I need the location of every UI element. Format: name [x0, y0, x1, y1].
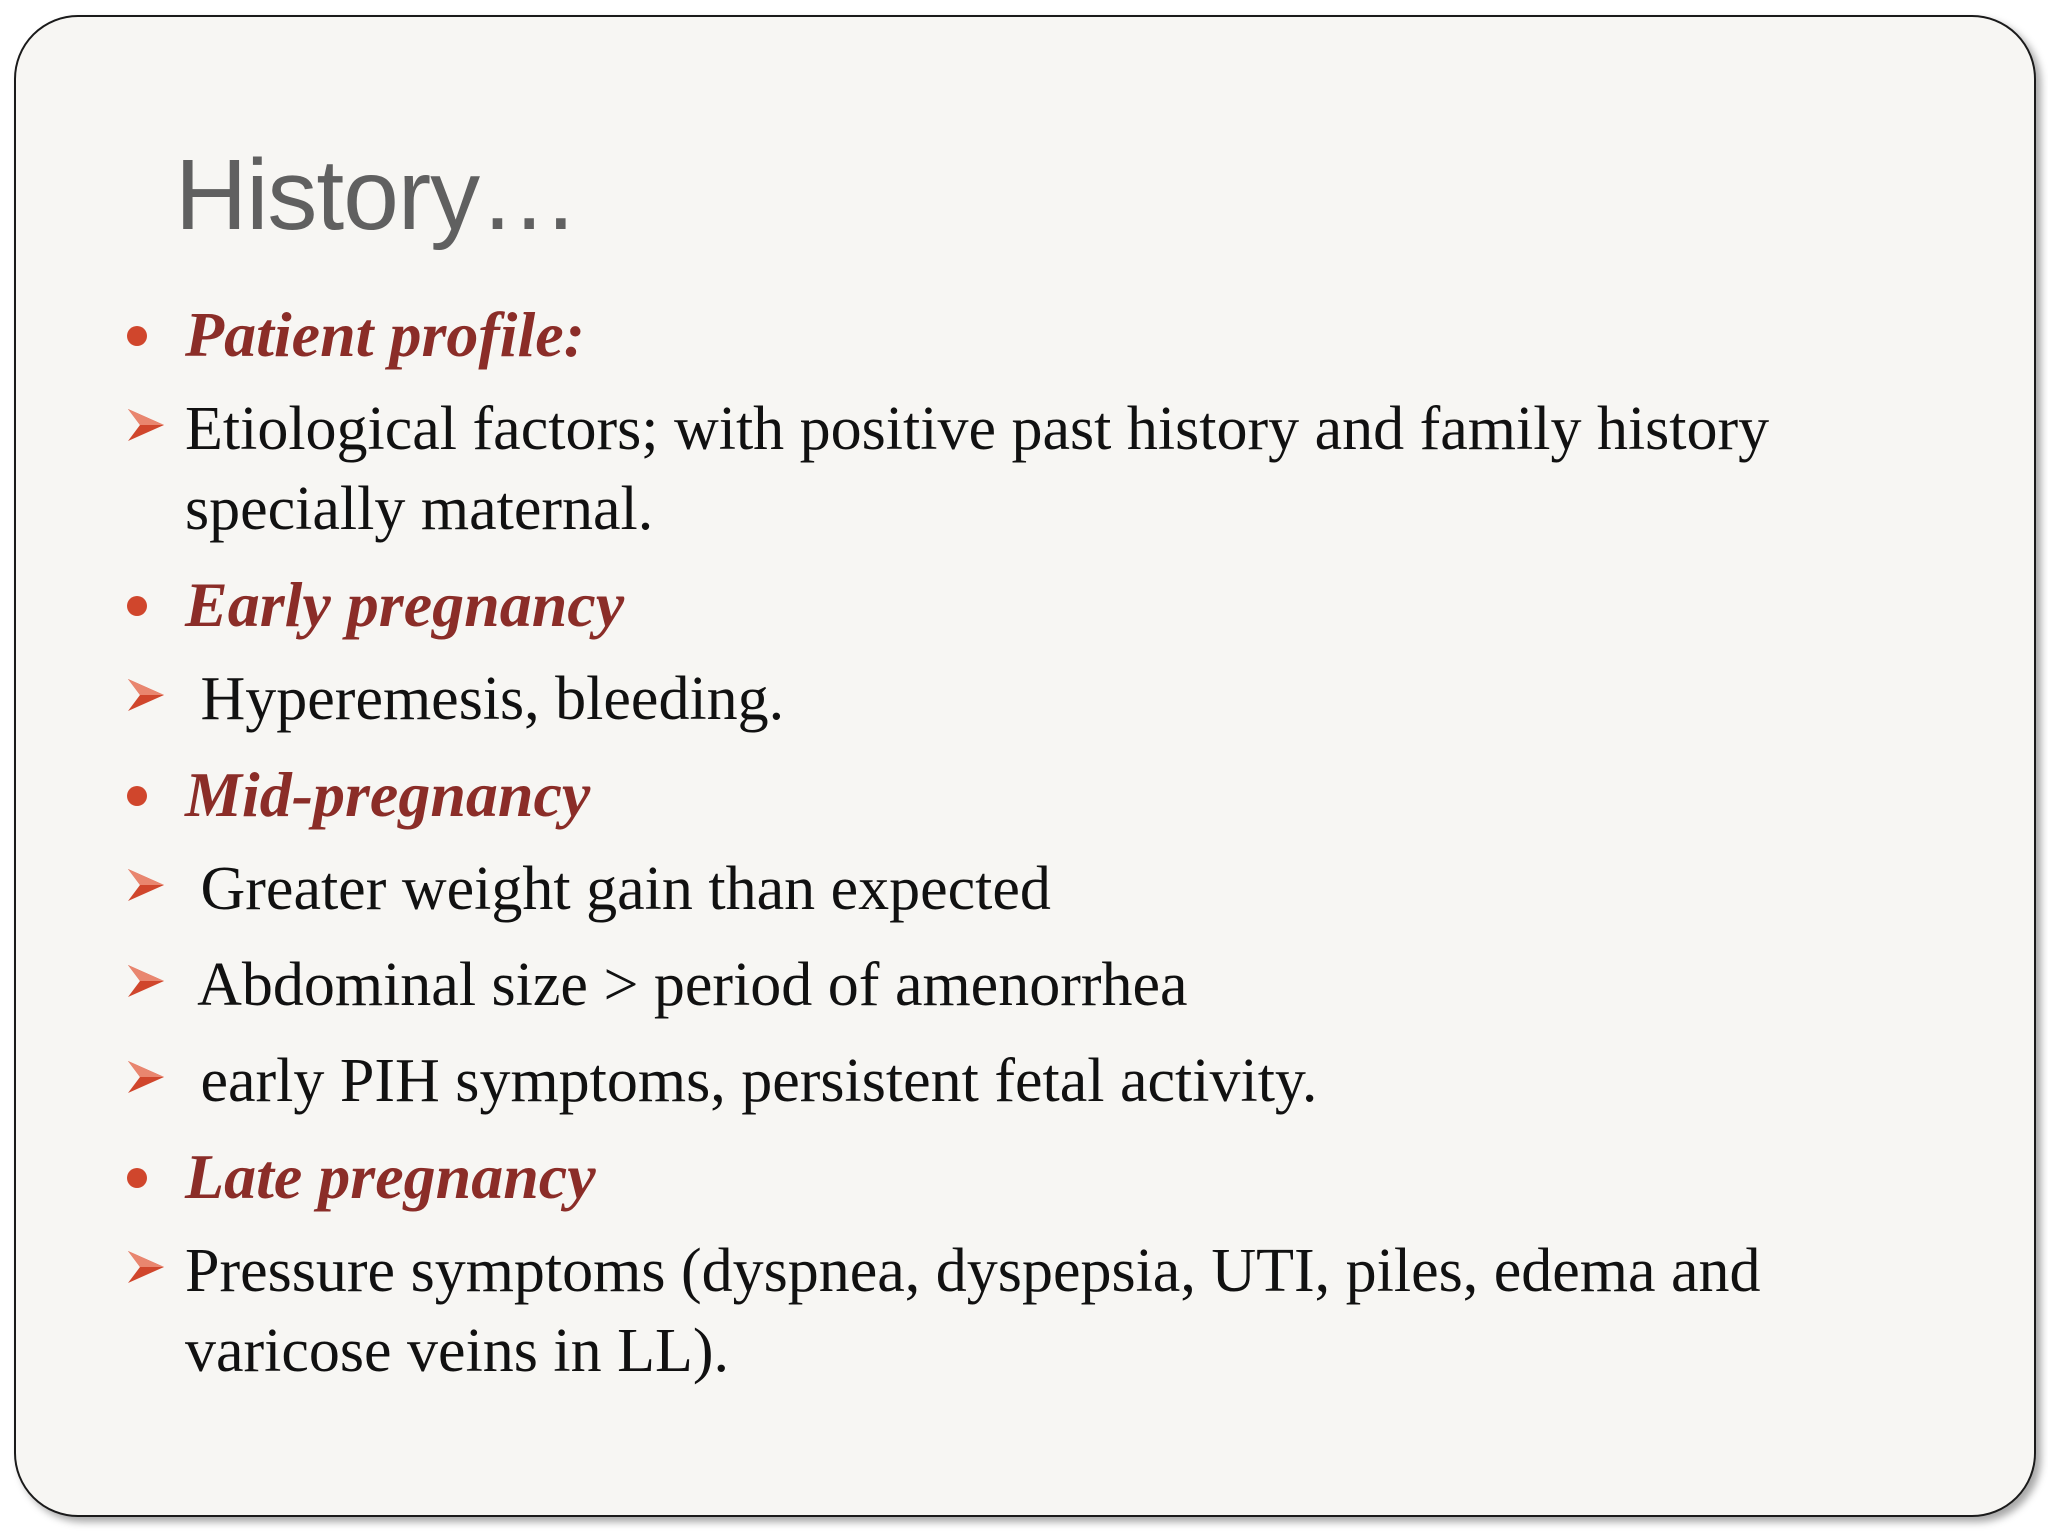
section-heading [16, 755, 2034, 835]
section-heading [16, 295, 2034, 375]
slide [14, 15, 2036, 1517]
list-item [16, 849, 2034, 929]
list-item [16, 945, 2034, 1025]
arrowhead-bullet-icon [126, 867, 166, 903]
circle-bullet-icon [127, 1168, 147, 1188]
section-heading-text: Late pregnancy [185, 1141, 596, 1212]
section-heading-text: Patient profile: [185, 299, 585, 370]
section-heading-text: Early pregnancy [185, 569, 625, 640]
list-item-text: Etiological factors; with positive past history and family history specially maternal. [185, 395, 1770, 543]
list-item [16, 1231, 2034, 1391]
list-item-text: Abdominal size > period of amenorrhea [185, 951, 1188, 1019]
section-heading [16, 1137, 2034, 1217]
list-item [16, 1041, 2034, 1121]
slide-content [16, 295, 2034, 1391]
circle-bullet-icon [127, 596, 147, 616]
arrowhead-bullet-icon [126, 407, 166, 443]
arrowhead-bullet-icon [126, 963, 166, 999]
circle-bullet-icon [127, 326, 147, 346]
list-item-text: early PIH symptoms, persistent fetal activity. [185, 1047, 1318, 1115]
list-item [16, 659, 2034, 739]
list-item-text: Hyperemesis, bleeding. [185, 665, 785, 733]
circle-bullet-icon [127, 786, 147, 806]
arrowhead-bullet-icon [126, 1059, 166, 1095]
arrowhead-bullet-icon [126, 1249, 166, 1285]
list-item-text: Pressure symptoms (dyspnea, dyspepsia, UTI, piles, edema and varicose veins in LL). [185, 1237, 1761, 1385]
slide-title: History… [175, 139, 579, 251]
arrowhead-bullet-icon [126, 677, 166, 713]
section-heading [16, 565, 2034, 645]
list-item [16, 389, 2034, 549]
section-heading-text: Mid-pregnancy [185, 759, 591, 830]
list-item-text: Greater weight gain than expected [185, 855, 1051, 923]
